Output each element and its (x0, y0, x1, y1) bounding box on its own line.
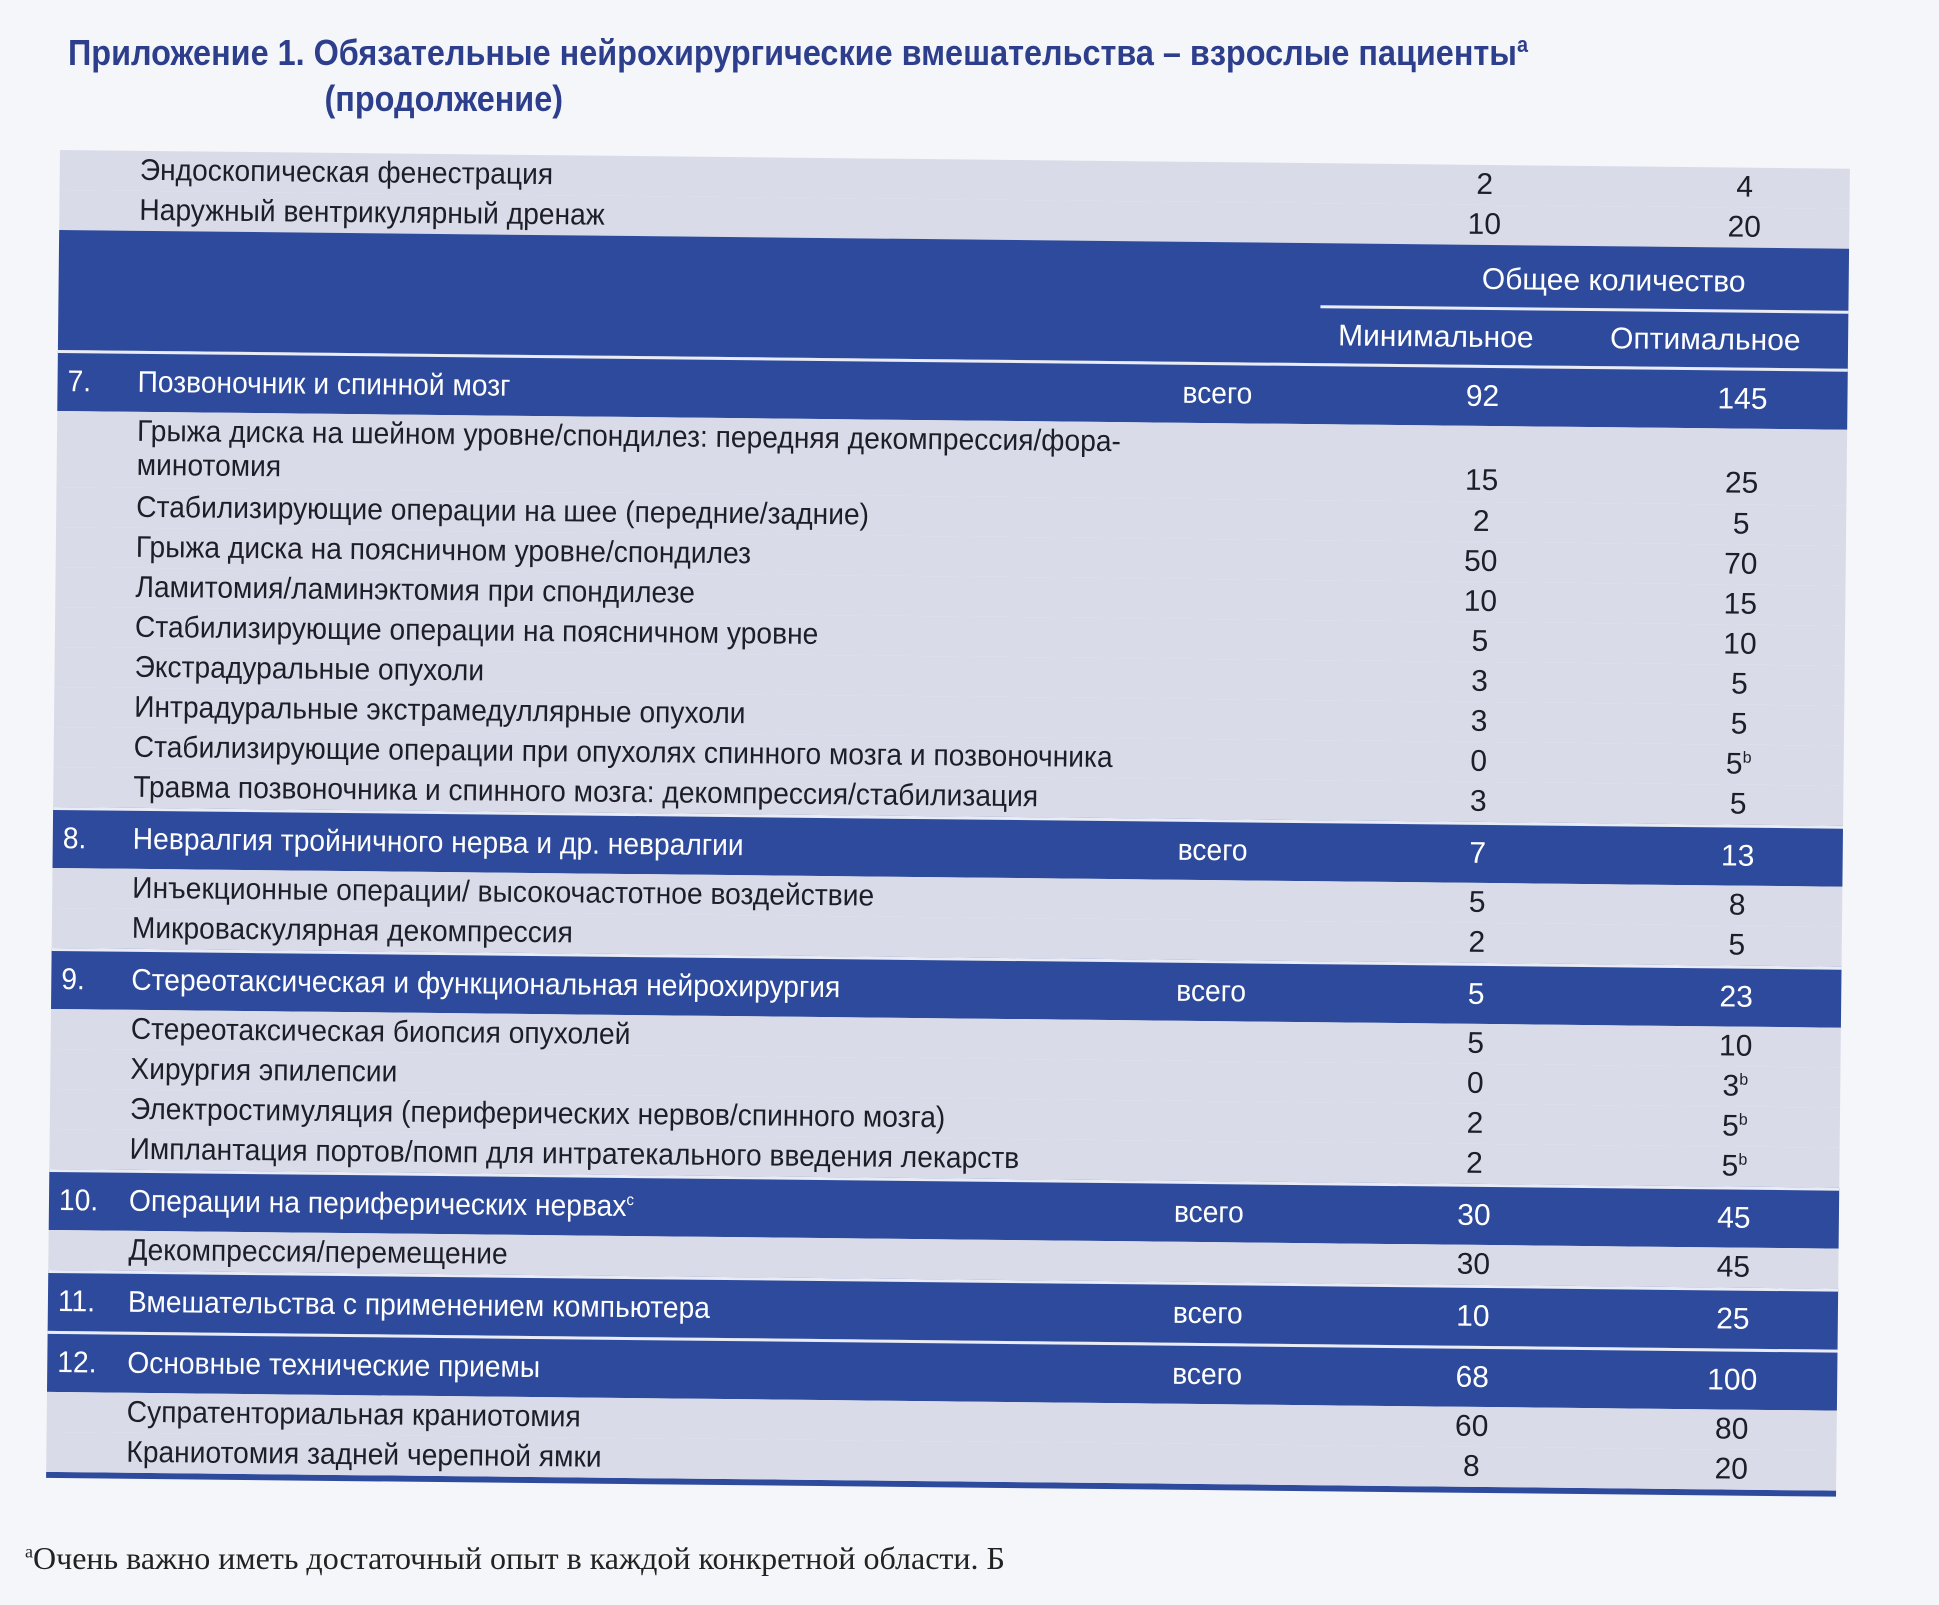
min-value: 10 (1467, 207, 1502, 242)
opt-number: 5 (1732, 507, 1750, 541)
opt-number: 70 (1723, 547, 1758, 581)
min-value: 5 (1468, 885, 1486, 919)
opt-value (1649, 1149, 1819, 1185)
title-footnote-mark: a (1516, 32, 1528, 57)
section-opt: 100 (1707, 1363, 1758, 1397)
section-min: 5 (1467, 977, 1485, 1011)
opt-number: 5 (1721, 1149, 1739, 1183)
opt-number: 5 (1728, 928, 1746, 962)
min-value: 15 (1464, 463, 1499, 498)
min-value: 8 (1462, 1449, 1480, 1483)
opt-number: 80 (1714, 1412, 1749, 1446)
opt-value (1654, 667, 1824, 703)
opt-number: 10 (1718, 1029, 1753, 1063)
opt-value (1656, 507, 1826, 543)
section-title (127, 1347, 540, 1385)
section-number: 8. (62, 822, 87, 856)
item-label-text: Стереотаксическая биопсия опухолей (130, 1012, 631, 1052)
item-label-text: Грыжа диска на шейном уровне/спондилез: передняя декомпрессия/фора- (136, 414, 1122, 459)
item-label (127, 1396, 581, 1435)
item-label-text-cont: минотомия (136, 448, 282, 484)
item-label (133, 771, 1038, 814)
item-label (126, 1436, 602, 1475)
item-label-text: Электростимуляция (периферических нервов/спинного мозга) (129, 1092, 946, 1135)
footnote-mark: b (1742, 749, 1752, 767)
item-label-text: Травма позвоночника и спинного мозга: декомпрессия/стабилизация (133, 770, 1039, 814)
min-value: 2 (1476, 167, 1494, 202)
item-label (135, 611, 819, 652)
page-title (68, 22, 1528, 122)
section-opt: 45 (1717, 1201, 1751, 1235)
section-min: 92 (1465, 379, 1500, 414)
opt-number: 8 (1728, 888, 1746, 922)
item-label-text: Грыжа диска на поясничном уровне/спондилез (135, 530, 752, 571)
opt-number: 20 (1714, 1452, 1749, 1486)
item-label (140, 154, 554, 192)
section-title-text: Операции на периферических нервах (128, 1184, 627, 1223)
opt-number: 5 (1725, 747, 1743, 781)
header-min: Минимальное (1337, 319, 1534, 355)
item-label-text: Декомпрессия/перемещение (128, 1233, 508, 1271)
item-label (131, 1013, 631, 1052)
opt-value (1655, 587, 1825, 623)
total-label: всего (1172, 1357, 1243, 1392)
footnote-mark: b (1738, 1151, 1748, 1169)
opt-value (1648, 1250, 1818, 1286)
total-label: всего (1173, 1195, 1244, 1230)
min-value: 10 (1463, 584, 1498, 619)
opt-value (1652, 888, 1822, 924)
item-label-text: Экстрадуральные опухоли (134, 650, 485, 688)
section-title (128, 1286, 710, 1326)
section-number: 9. (61, 963, 86, 997)
opt-value (1646, 1452, 1816, 1488)
footnote-mark: b (1739, 1071, 1749, 1089)
opt-value (1650, 1109, 1820, 1145)
min-value: 3 (1469, 784, 1487, 818)
opt-value (1650, 1069, 1820, 1105)
item-label (130, 1093, 946, 1136)
opt-number: 5 (1730, 667, 1749, 701)
opt-number: 45 (1716, 1250, 1751, 1284)
title-main: Приложение 1. Обязательные нейрохирургические вмешательства – взрослые пациенты (68, 32, 1517, 73)
item-label (139, 194, 605, 233)
section-number: 11. (57, 1285, 96, 1319)
total-label: всего (1176, 974, 1247, 1009)
opt-value (1654, 707, 1824, 743)
item-label (129, 1133, 1019, 1176)
min-value: 5 (1467, 1026, 1485, 1060)
title-continued: (продолжение) (324, 78, 564, 119)
item-label-text: Краниотомия задней черепной ямки (126, 1435, 602, 1474)
opt-value (1653, 747, 1823, 783)
min-value: 2 (1465, 1146, 1483, 1180)
min-value: 2 (1472, 504, 1490, 538)
procedures-table (46, 150, 1850, 1497)
section-opt: 145 (1717, 382, 1768, 416)
footnote (25, 1540, 1005, 1577)
min-value: 60 (1454, 1409, 1489, 1444)
item-label-text: Микроваскулярная декомпрессия (131, 911, 574, 950)
item-label (134, 651, 484, 689)
opt-value (1659, 210, 1829, 246)
item-label (128, 1234, 508, 1272)
opt-value (1656, 466, 1826, 502)
min-value: 0 (1466, 1066, 1484, 1100)
item-label-text: Стабилизирующие операции на поясничном уровне (134, 610, 819, 651)
item-label (134, 691, 746, 731)
opt-number: 3 (1722, 1069, 1740, 1103)
section-number: 10. (58, 1184, 99, 1218)
opt-number: 5 (1730, 707, 1748, 741)
header-total: Общее количество (1481, 262, 1746, 299)
item-label-text: Наружный вентрикулярный дренаж (139, 193, 605, 232)
section-title (133, 823, 744, 863)
section-title-text: Невралгия тройничного нерва и др. невралгии (132, 822, 744, 863)
section-title (137, 366, 510, 404)
min-value: 2 (1466, 1106, 1484, 1140)
section-min: 7 (1469, 836, 1487, 870)
item-label (132, 872, 874, 914)
min-value: 50 (1463, 544, 1498, 579)
section-title-text: Основные технические приемы (127, 1346, 541, 1385)
section-min: 30 (1457, 1198, 1491, 1233)
item-label-text: Ламитомия/ламинэктомия при спондилезе (135, 570, 696, 610)
opt-value (1652, 928, 1822, 964)
opt-number: 5 (1729, 787, 1747, 821)
section-opt: 23 (1719, 980, 1754, 1014)
section-opt: 13 (1720, 839, 1755, 873)
min-value: 5 (1471, 624, 1489, 658)
min-value: 3 (1470, 704, 1488, 738)
opt-number: 10 (1723, 627, 1757, 661)
item-label-text: Интрадуральные экстрамедуллярные опухоли (133, 690, 746, 731)
opt-value (1655, 627, 1825, 663)
footnote-mark: b (1738, 1111, 1748, 1129)
total-label: всего (1177, 833, 1248, 868)
opt-number: 15 (1723, 587, 1758, 621)
opt-number: 25 (1724, 466, 1759, 500)
item-label (136, 491, 869, 533)
footnote-text: Очень важно иметь достаточный опыт в каждой конкретной области. Б (33, 1540, 1005, 1576)
header-divider (1320, 305, 1848, 314)
opt-value (1656, 547, 1826, 583)
item-label (132, 912, 573, 951)
table-header (58, 230, 1849, 369)
item-label (130, 1053, 397, 1090)
opt-number: 20 (1727, 210, 1762, 244)
total-label: всего (1182, 376, 1253, 411)
min-value: 3 (1470, 664, 1489, 698)
total-label: всего (1172, 1296, 1243, 1331)
section-number: 12. (57, 1346, 97, 1380)
item-label (136, 531, 752, 571)
item-label-text: Хирургия эпилепсии (130, 1052, 398, 1089)
section-min: 68 (1455, 1360, 1490, 1395)
item-label-text: Супратенториальная краниотомия (126, 1395, 581, 1434)
min-value: 0 (1470, 744, 1488, 778)
opt-value (1651, 1029, 1821, 1065)
item-label-text: Имплантация портов/помп для интратекального введения лекарств (129, 1132, 1020, 1176)
opt-value (1653, 787, 1823, 823)
section-title (129, 1185, 634, 1224)
section-title-text: Позвоночник и спинной мозг (137, 365, 511, 403)
section-min: 10 (1456, 1299, 1490, 1334)
section-opt: 25 (1715, 1302, 1750, 1336)
item-label (137, 415, 1122, 493)
section-number: 7. (67, 365, 92, 399)
section-title-text: Вмешательства с применением компьютера (127, 1285, 711, 1325)
opt-value (1647, 1412, 1817, 1448)
min-value: 2 (1468, 925, 1486, 959)
header-opt: Оптимальное (1609, 322, 1801, 358)
opt-value (1660, 170, 1830, 206)
section-title-text: Стереотаксическая и функциональная нейрохирургия (131, 963, 841, 1005)
footnote-mark: a (25, 1541, 33, 1562)
footnote-mark: c (626, 1191, 635, 1210)
item-label-text: Эндоскопическая фенестрация (139, 153, 554, 192)
section-title (131, 964, 840, 1005)
item-label-text: Стабилизирующие операции при опухолях спинного мозга и позвоночника (133, 730, 1113, 775)
min-value: 30 (1456, 1247, 1491, 1282)
item-label (135, 571, 695, 611)
opt-number: 4 (1736, 170, 1754, 204)
item-label-text: Стабилизирующие операции на шее (передние/задние) (136, 490, 870, 532)
item-label-text: Инъекционные операции/ высокочастотное воздействие (132, 871, 875, 913)
opt-number: 5 (1721, 1109, 1739, 1143)
